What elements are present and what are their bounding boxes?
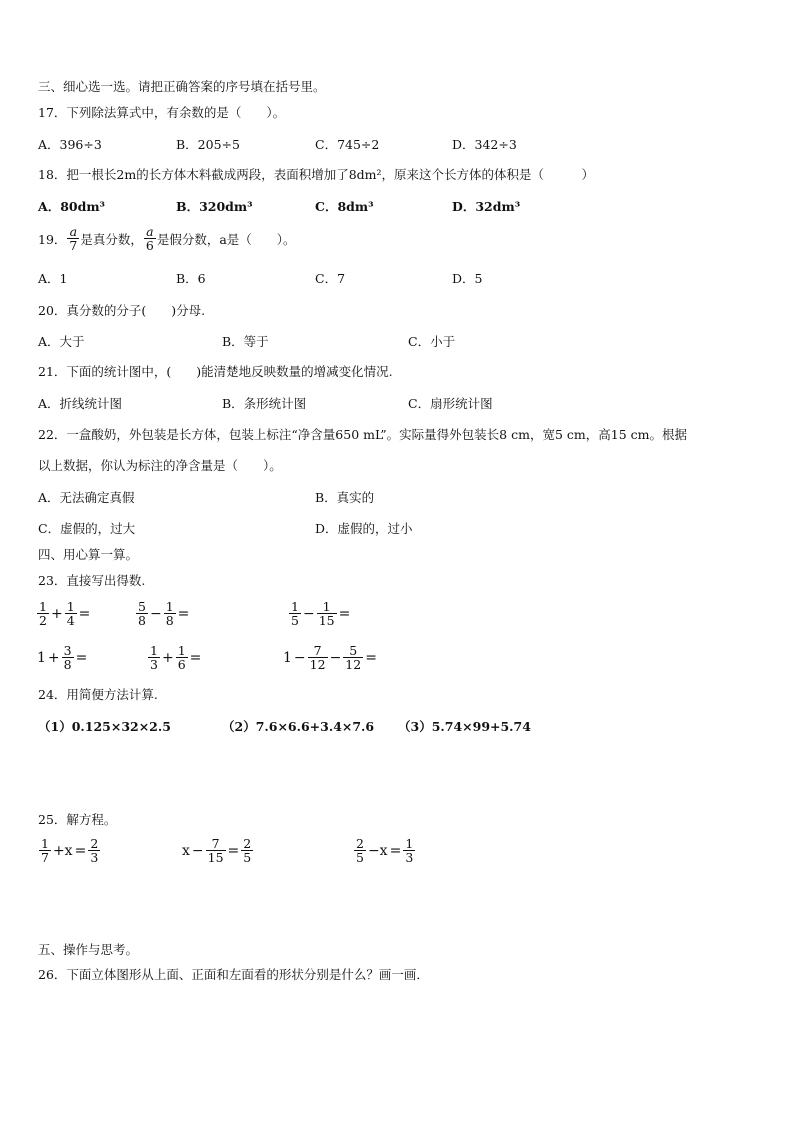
q17-option-c: C．745÷2 (315, 137, 380, 152)
q21-option-c: C．扇形统计图 (408, 396, 493, 411)
q22-option-b: B．真实的 (315, 490, 375, 505)
q22-option-d: D．虚假的，过小 (315, 521, 413, 536)
fraction: $\frac{2}{5}$ (356, 836, 364, 865)
question-24-stem: 24．用简便方法计算. (38, 687, 158, 702)
section-3-title: 三、细心选一选。请把正确答案的序号填在括号里。 (38, 79, 326, 94)
fraction: $\frac{7}{15}$ (207, 836, 224, 865)
question-22-stem-line-1: 22．一盒酸奶，外包装是长方体，包装上标注“净含量650 mL”。实际量得外包装长8 cm，宽5 cm，高15 cm。根据 (38, 427, 687, 442)
q19-f1-numerator: a (69, 224, 78, 239)
q18-option-a: A．80dm³ (38, 199, 106, 214)
q17-option-a: A．396÷3 (38, 137, 102, 152)
fraction: $\frac{2}{3}$ (90, 836, 99, 865)
q19-tail-text: 是假分数，a是（ ）。 (156, 232, 296, 247)
q25-equation-3: $\frac{2}{5}$ −x = $\frac{1}{3}$ (356, 836, 414, 865)
question-19-stem (38, 226, 296, 252)
q23-expression-5: $\frac{1}{3}$ + $\frac{1}{6}$ = (150, 643, 202, 672)
q17-option-b: B．205÷5 (176, 137, 240, 152)
question-26-stem: 26．下面立体图形从上面、正面和左面看的形状分别是什么？画一画． (38, 967, 429, 982)
question-21-stem: 21．下面的统计图中，( )能清楚地反映数量的增减变化情况. (38, 364, 393, 379)
fraction: $\frac{1}{4}$ (66, 599, 75, 628)
question-17-stem: 17．下列除法算式中，有余数的是（ ）。 (38, 105, 286, 120)
q19-mid-text: 是真分数， (80, 232, 143, 247)
q24-part-1: （1）0.125×32×2.5 (38, 719, 171, 734)
fraction: $\frac{2}{5}$ (243, 836, 252, 865)
q19-fraction-a-over-7 (67, 226, 79, 252)
q25-equation-1: $\frac{1}{7}$ +x = $\frac{2}{3}$ (41, 836, 99, 865)
q19-fraction-a-over-6 (144, 226, 156, 252)
q24-part-2: （2）7.6×6.6+3.4×7.6 (222, 719, 375, 734)
q19-option-c: C．7 (315, 271, 346, 286)
question-23-stem: 23．直接写出得数. (38, 573, 146, 588)
fraction: $\frac{1}{7}$ (41, 836, 49, 865)
question-18-stem: 18．把一根长2m的长方体木料截成两段，表面积增加了8dm²，原来这个长方体的体积是（ ） (38, 167, 595, 182)
section-4-title: 四、用心算一算。 (38, 547, 139, 562)
fraction: $\frac{1}{15}$ (318, 599, 335, 628)
q23-expression-6: 1 − $\frac{7}{12}$ − $\frac{5}{12}$ = (283, 643, 377, 672)
q25-equation-2: x − $\frac{7}{15}$ = $\frac{2}{5}$ (182, 836, 252, 865)
q20-option-c: C．小于 (408, 334, 456, 349)
q19-option-b: B．6 (176, 271, 206, 286)
fraction: $\frac{5}{12}$ (345, 643, 362, 672)
q23-expression-3: $\frac{1}{5}$ − $\frac{1}{15}$ = (291, 599, 351, 628)
question-20-stem: 20．真分数的分子( )分母. (38, 303, 206, 318)
q19-option-a: A．1 (38, 271, 68, 286)
fraction: $\frac{1}{6}$ (177, 643, 186, 672)
q18-option-d: D．32dm³ (452, 199, 521, 214)
q23-expression-1: $\frac{1}{2}$ + $\frac{1}{4}$ = (39, 599, 91, 628)
section-5-title: 五、操作与思考。 (38, 942, 139, 957)
q21-option-a: A．折线统计图 (38, 396, 123, 411)
fraction: $\frac{5}{8}$ (138, 599, 146, 628)
question-22-stem-line-2: 以上数据，你认为标注的净含量是（ ）。 (38, 458, 282, 473)
q22-option-a: A．无法确定真假 (38, 490, 135, 505)
q20-option-a: A．大于 (38, 334, 85, 349)
fraction: $\frac{3}{8}$ (63, 643, 72, 672)
q17-option-d: D．342÷3 (452, 137, 517, 152)
fraction: $\frac{1}{3}$ (150, 643, 158, 672)
q19-f1-denominator: 7 (69, 238, 78, 253)
q24-part-3: （3）5.74×99+5.74 (398, 719, 531, 734)
q23-expression-4: 1 + $\frac{3}{8}$ = (37, 643, 88, 672)
fraction: $\frac{7}{12}$ (309, 643, 326, 672)
fraction: $\frac{1}{5}$ (291, 599, 299, 628)
q21-option-b: B．条形统计图 (222, 396, 307, 411)
q23-expression-2: $\frac{5}{8}$ − $\frac{1}{8}$ = (138, 599, 190, 628)
q20-option-b: B．等于 (222, 334, 269, 349)
fraction: $\frac{1}{8}$ (165, 599, 174, 628)
q19-f2-numerator: a (146, 224, 154, 239)
q19-number: 19． (38, 232, 67, 247)
q19-f2-denominator: 6 (145, 238, 154, 253)
fraction: $\frac{1}{2}$ (39, 599, 47, 628)
q18-option-c: C．8dm³ (315, 199, 374, 214)
question-25-stem: 25．解方程。 (38, 812, 117, 827)
q18-option-b: B．320dm³ (176, 199, 253, 214)
q19-option-d: D．5 (452, 271, 483, 286)
fraction: $\frac{1}{3}$ (405, 836, 414, 865)
q22-option-c: C．虚假的，过大 (38, 521, 136, 536)
